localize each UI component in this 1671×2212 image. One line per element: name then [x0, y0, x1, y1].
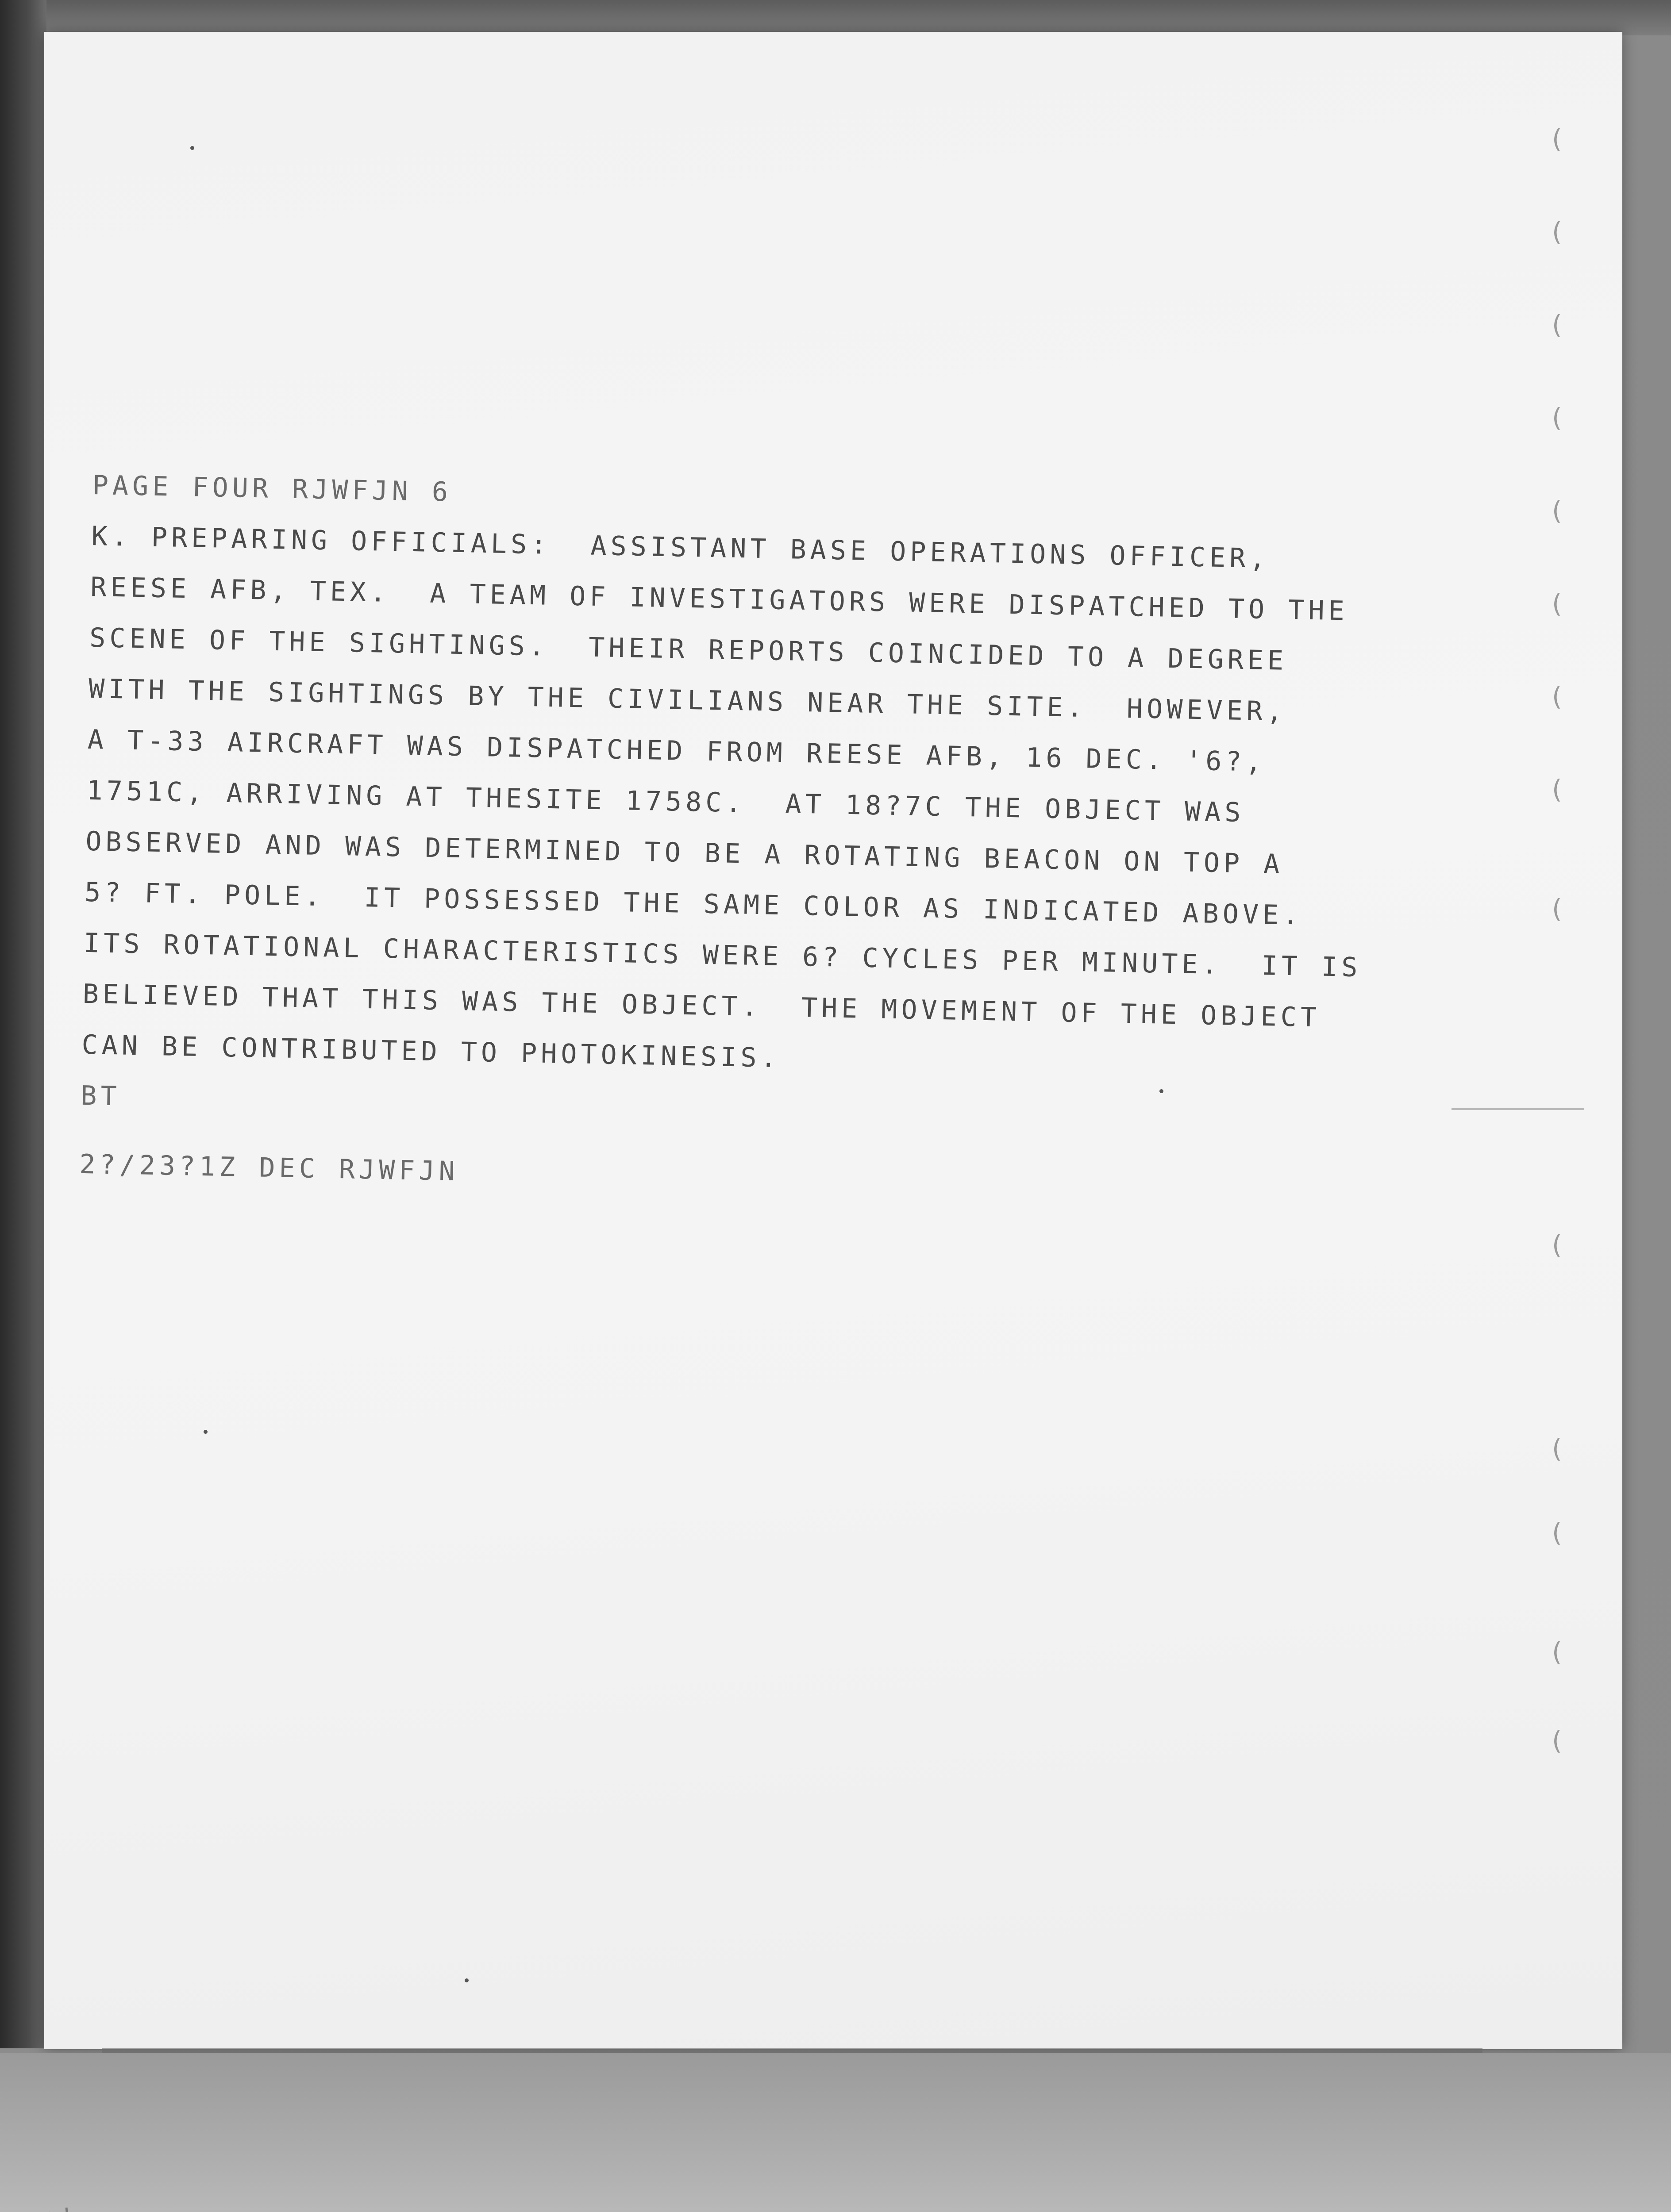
- margin-paren: (: [1549, 1433, 1564, 1463]
- right-margin-marks: [1549, 124, 1575, 1761]
- margin-paren: (: [1549, 588, 1564, 618]
- teletype-message: [79, 460, 1553, 1218]
- message-line: BELIEVED THAT THIS WAS THE OBJECT. THE MOVEMENT OF THE OBJECT: [82, 978, 1321, 1033]
- message-line: WITH THE SIGHTINGS BY THE CIVILIANS NEAR THE SITE. HOWEVER,: [88, 673, 1287, 727]
- message-line: ITS ROTATIONAL CHARACTERISTICS WERE 6? CYCLES PER MINUTE. IT IS: [83, 927, 1362, 983]
- margin-paren: (: [1549, 1725, 1564, 1755]
- message-line: REESE AFB, TEX. A TEAM OF INVESTIGATORS WERE DISPATCHED TO THE: [90, 571, 1349, 627]
- message-line: OBSERVED AND WAS DETERMINED TO BE A ROTATING BEACON ON TOP A: [85, 826, 1284, 880]
- left-scan-shadow: [0, 0, 46, 2048]
- message-line: SCENE OF THE SIGHTINGS. THEIR REPORTS COINCIDED TO A DEGREE: [89, 622, 1288, 676]
- handwritten-scribble-mark: [31, 2203, 181, 2212]
- margin-paren: (: [1549, 1517, 1564, 1548]
- top-scan-shadow: [0, 0, 1671, 35]
- margin-paren: (: [1549, 681, 1564, 711]
- speck: [204, 1430, 208, 1434]
- message-line: A T-33 AIRCRAFT WAS DISPATCHED FROM REESE AFB, 16 DEC. '6?,: [87, 724, 1266, 778]
- margin-paren: (: [1549, 894, 1564, 924]
- message-line: K. PREPARING OFFICIALS: ASSISTANT BASE OPERATIONS OFFICER,: [91, 520, 1270, 575]
- margin-paren: (: [1549, 217, 1564, 247]
- speck: [465, 1978, 469, 1982]
- message-line: 5? FT. POLE. IT POSSESSED THE SAME COLOR AS INDICATED ABOVE.: [84, 876, 1303, 931]
- message-line: 1751C, ARRIVING AT THESITE 1758C. AT 18?7C THE OBJECT WAS: [86, 775, 1245, 829]
- speck: [190, 146, 194, 150]
- margin-paren: (: [1549, 774, 1564, 804]
- margin-paren: (: [1549, 403, 1564, 433]
- page-header: PAGE FOUR RJWFJN 6: [92, 469, 452, 508]
- margin-paren: (: [1549, 1637, 1564, 1667]
- date-time-group: 2?/23?1Z DEC RJWFJN: [79, 1148, 459, 1187]
- margin-paren: (: [1549, 495, 1564, 526]
- scanner-bed: [0, 2053, 1671, 2212]
- end-marker: BT: [80, 1080, 121, 1112]
- margin-paren: (: [1549, 124, 1564, 154]
- margin-paren: (: [1549, 310, 1564, 340]
- margin-paren: (: [1549, 1230, 1564, 1260]
- message-line: CAN BE CONTRIBUTED TO PHOTOKINESIS.: [81, 1029, 781, 1074]
